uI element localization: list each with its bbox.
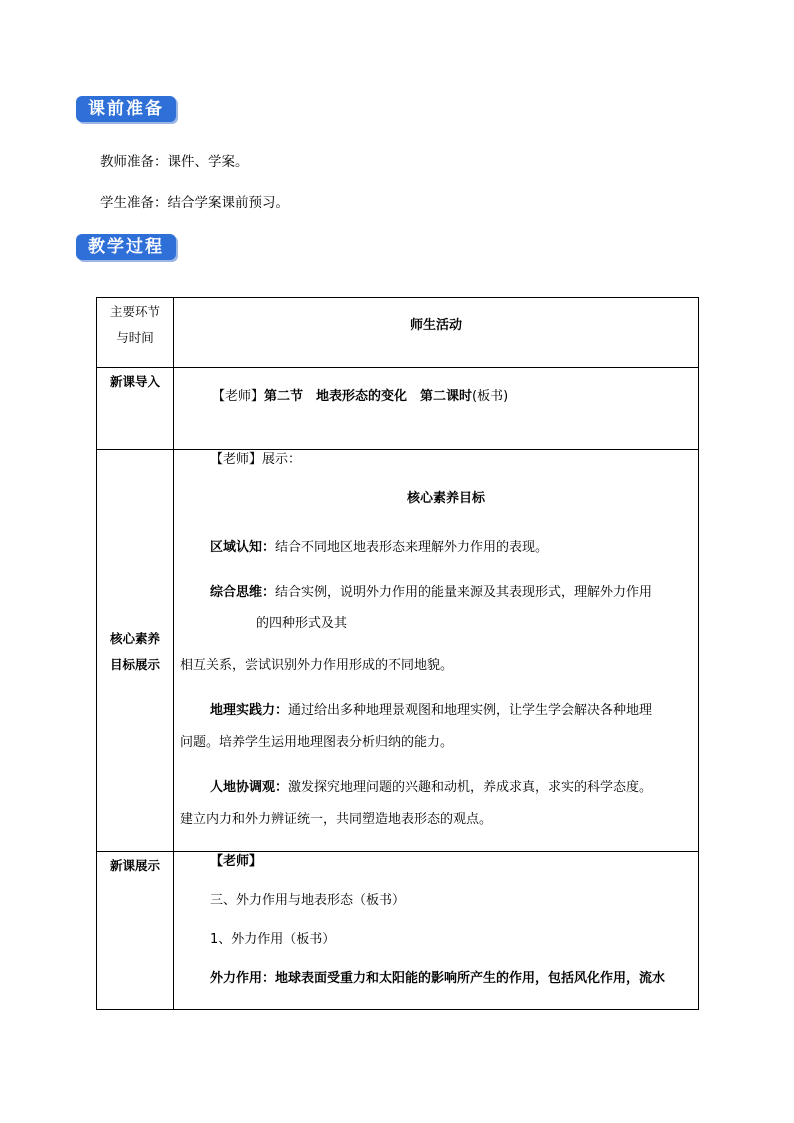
intro-text: 第二节 地表形态的变化 第二课时 <box>264 389 473 404</box>
row-intro-label: 新课导入 <box>97 368 174 450</box>
goal-practice: 地理实践力：通过给出多种地理景观图和地理实例，让学生学会解决各种地理 <box>210 703 653 718</box>
section-badge-process: 教学过程 <box>76 234 176 260</box>
teaching-process-table <box>96 297 699 1010</box>
new-sub: 1、外力作用（板书） <box>210 932 336 947</box>
table-row-new <box>97 852 699 1010</box>
goal-thinking-cont: 的四种形式及其 <box>256 616 348 631</box>
intro-role: 【老师】 <box>212 389 265 404</box>
new-definition: 外力作用：地球表面受重力和太阳能的影响所产生的作用，包括风化作用，流水 <box>210 971 666 986</box>
goals-title: 核心素养目标 <box>406 491 485 506</box>
row-goals-label: 核心素养 目标展示 <box>97 450 174 852</box>
new-heading: 三、外力作用与地表形态（板书） <box>210 893 406 908</box>
goal-thinking-cont2: 相互关系，尝试识别外力作用形成的不同地貌。 <box>180 658 454 673</box>
new-role: 【老师】 <box>210 854 263 869</box>
table-header-row <box>97 298 699 368</box>
row-new-label: 新课展示 <box>97 852 174 1010</box>
student-prep: 学生准备：结合学案课前预习。 <box>100 195 289 211</box>
row-goals-content <box>174 450 699 852</box>
row-new-content <box>174 852 699 1010</box>
row-intro-content <box>174 368 699 450</box>
teacher-prep: 教师准备：课件、学案。 <box>100 154 249 170</box>
goals-role: 【老师】 <box>210 452 263 467</box>
header-col1 <box>97 298 174 368</box>
table-row-intro <box>97 368 699 450</box>
goal-regional: 区域认知：结合不同地区地表形态来理解外力作用的表现。 <box>210 540 549 555</box>
header-col2 <box>174 298 699 368</box>
goals-role-suffix: 展示： <box>262 452 302 467</box>
section-badge-prep: 课前准备 <box>76 96 176 122</box>
goal-practice-cont: 问题。培养学生运用地理图表分析归纳的能力。 <box>180 735 454 750</box>
intro-tag: (板书) <box>472 389 509 404</box>
goal-harmony: 人地协调观：激发探究地理问题的兴趣和动机，养成求真，求实的科学态度。 <box>210 780 653 795</box>
header-col1-line2: 与时间 <box>116 330 154 345</box>
header-col1-line1: 主要环节 <box>109 304 160 319</box>
goal-thinking: 综合思维：结合实例，说明外力作用的能量来源及其表现形式，理解外力作用 <box>210 585 653 600</box>
table-row-goals <box>97 450 699 852</box>
header-col2-text: 师生活动 <box>409 318 462 333</box>
goal-harmony-cont: 建立内力和外力辨证统一，共同塑造地表形态的观点。 <box>180 812 493 827</box>
